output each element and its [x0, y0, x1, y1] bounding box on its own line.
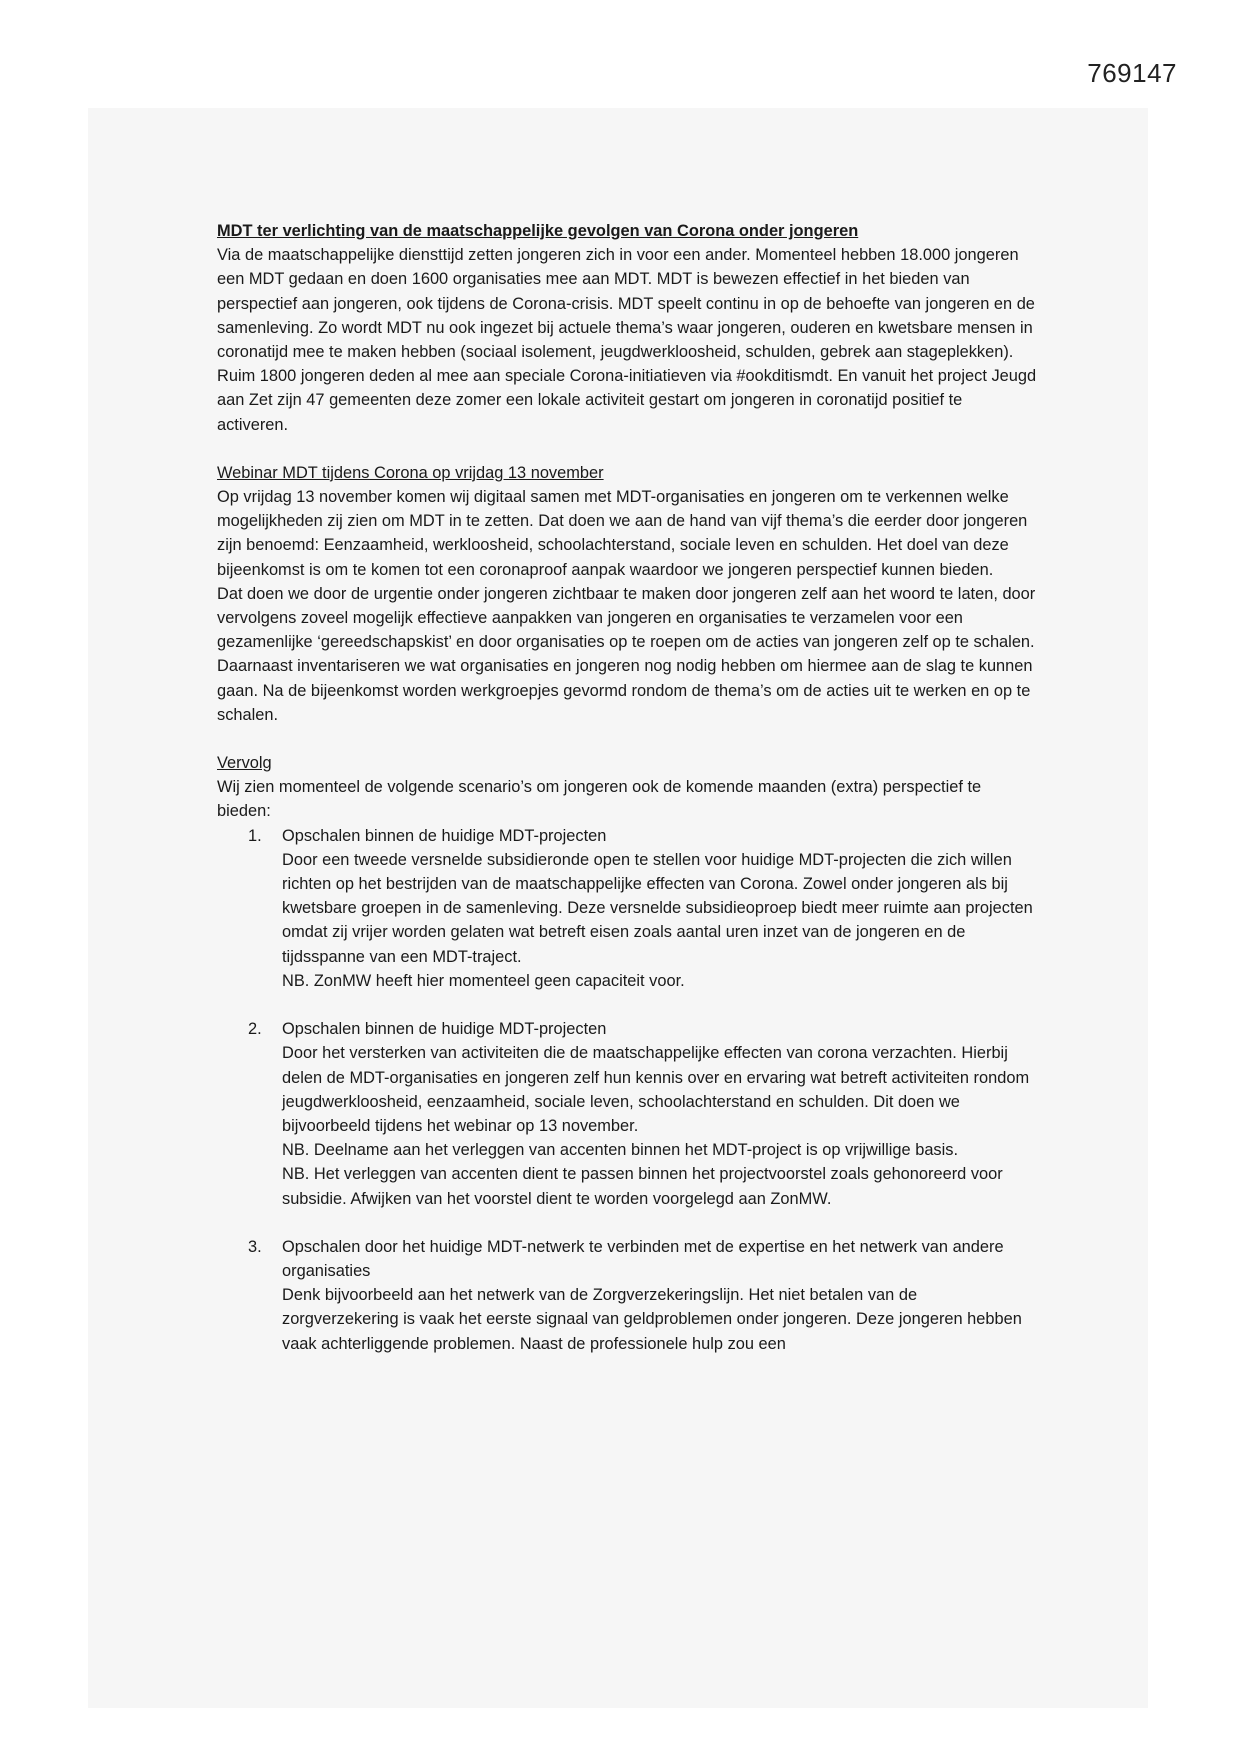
webinar-paragraph-2: Dat doen we door de urgentie onder jongeren zichtbaar te maken door jongeren zelf aan het woord te laten, door vervolgens zoveel mogelijk effectieve aanpakken van jongeren en organisaties te verzamelen voor een gezamenlijke ‘gereedschapskist’ en door organisaties op te roepen om de acties van jongeren zelf op te schalen. Daarnaast inventariseren we wat organisaties en jongeren nog nodig hebben om hiermee aan de slag te kunnen gaan. Na de bijeenkomst worden werkgroepjes gevormd rondom de thema’s om de acties uit te werken en op te schalen. — [217, 584, 1036, 724]
scenario-title: Opschalen binnen de huidige MDT-projecten — [282, 826, 607, 845]
spacer — [217, 1211, 1037, 1235]
document-body — [217, 219, 1037, 1356]
scenario-list — [217, 824, 1037, 1356]
scenario-number: 2. — [248, 1020, 262, 1039]
scenario-note: NB. Deelname aan het verleggen van accenten binnen het MDT-project is op vrijwillige basis. — [282, 1141, 959, 1160]
scenario-note: NB. ZonMW heeft hier momenteel geen capaciteit voor. — [282, 971, 685, 990]
scenario-number: 1. — [248, 826, 262, 845]
section-body-mdt-corona: Via de maatschappelijke diensttijd zetten jongeren zich in voor een ander. Momenteel hebben 18.000 jongeren een MDT gedaan en doen 1600 organisaties mee aan MDT. MDT is bewezen effectief in het bieden van perspectief aan jongeren, ook tijdens de Corona-crisis. MDT speelt continu in op de behoefte van jongeren en de samenleving. Zo wordt MDT nu ook ingezet bij actuele thema’s waar jongeren, ouderen en kwetsbare mensen in coronatijd mee te maken hebben (sociaal isolement, jeugdwerkloosheid, schulden, gebrek aan stageplekken). Ruim 1800 jongeren deden al mee aan speciale Corona-initiatieven via #ookditismdt. En vanuit het project Jeugd aan Zet zijn 47 gemeenten deze zomer een lokale activiteit gestart om jongeren in coronatijd positief te activeren. — [217, 246, 1037, 434]
webinar-paragraph-1: Op vrijdag 13 november komen wij digitaal samen met MDT-organisaties en jongeren om te verkennen welke mogelijkheden zij zien om MDT in te zetten. Dat doen we aan de hand van vijf thema’s die eerder door jongeren zijn benoemd: Eenzaamheid, werkloosheid, schoolachterstand, sociale leven en schulden. Het doel van deze bijeenkomst is om te komen tot een coronaproof aanpak waardoor we jongeren perspectief kunnen bieden. — [217, 488, 1028, 579]
scenario-text: Denk bijvoorbeeld aan het netwerk van de Zorgverzekeringslijn. Het niet betalen van de zorgverzekering is vaak het eerste signaal van geldproblemen onder jongeren. Deze jongeren hebben vaak achterliggende problemen. Naast de professionele hulp zou een — [282, 1286, 1022, 1353]
vervolg-intro: Wij zien momenteel de volgende scenario’s om jongeren ook de komende maanden (extra) perspectief te bieden: — [217, 778, 982, 821]
spacer — [217, 993, 1037, 1017]
section-title-mdt-corona: MDT ter verlichting van de maatschappelijke gevolgen van Corona onder jongeren — [217, 222, 859, 240]
spacer — [217, 437, 1037, 461]
scenario-item-3 — [217, 1235, 1037, 1356]
scenario-item-1 — [217, 824, 1037, 993]
section-title-webinar: Webinar MDT tijdens Corona op vrijdag 13 november — [217, 463, 604, 482]
section-title-vervolg: Vervolg — [217, 754, 272, 773]
scenario-title: Opschalen binnen de huidige MDT-projecten — [282, 1020, 607, 1039]
document-id: 769147 — [1087, 58, 1177, 88]
scenario-text: Door het versterken van activiteiten die de maatschappelijke effecten van corona verzachten. Hierbij delen de MDT-organisaties en jongeren zelf hun kennis over en ervaring wat betreft activiteiten rondom jeugdwerkloosheid, eenzaamheid, sociale leven, schoolachterstand en schulden. Dit doen we bijvoorbeeld tijdens het webinar op 13 november. — [282, 1044, 1030, 1135]
scenario-title: Opschalen door het huidige MDT-netwerk te verbinden met de expertise en het netwerk van andere organisaties — [282, 1237, 1004, 1280]
scenario-text: Door een tweede versnelde subsidieronde open te stellen voor huidige MDT-projecten die zich willen richten op het bestrijden van de maatschappelijke effecten van Corona. Zowel onder jongeren als bij kwetsbare groepen in de samenleving. Deze versnelde subsidieoproep biedt meer ruimte aan projecten omdat zij vrijer worden gelaten wat betreft eisen zoals aantal uren inzet van de jongeren en de tijdsspanne van een MDT-traject. — [282, 850, 1033, 966]
scenario-item-2 — [217, 1017, 1037, 1211]
spacer — [217, 727, 1037, 751]
scenario-note: NB. Het verleggen van accenten dient te passen binnen het projectvoorstel zoals gehonoreerd voor subsidie. Afwijken van het voorstel dient te worden voorgelegd aan ZonMW. — [282, 1165, 1003, 1208]
scenario-number: 3. — [248, 1237, 262, 1256]
